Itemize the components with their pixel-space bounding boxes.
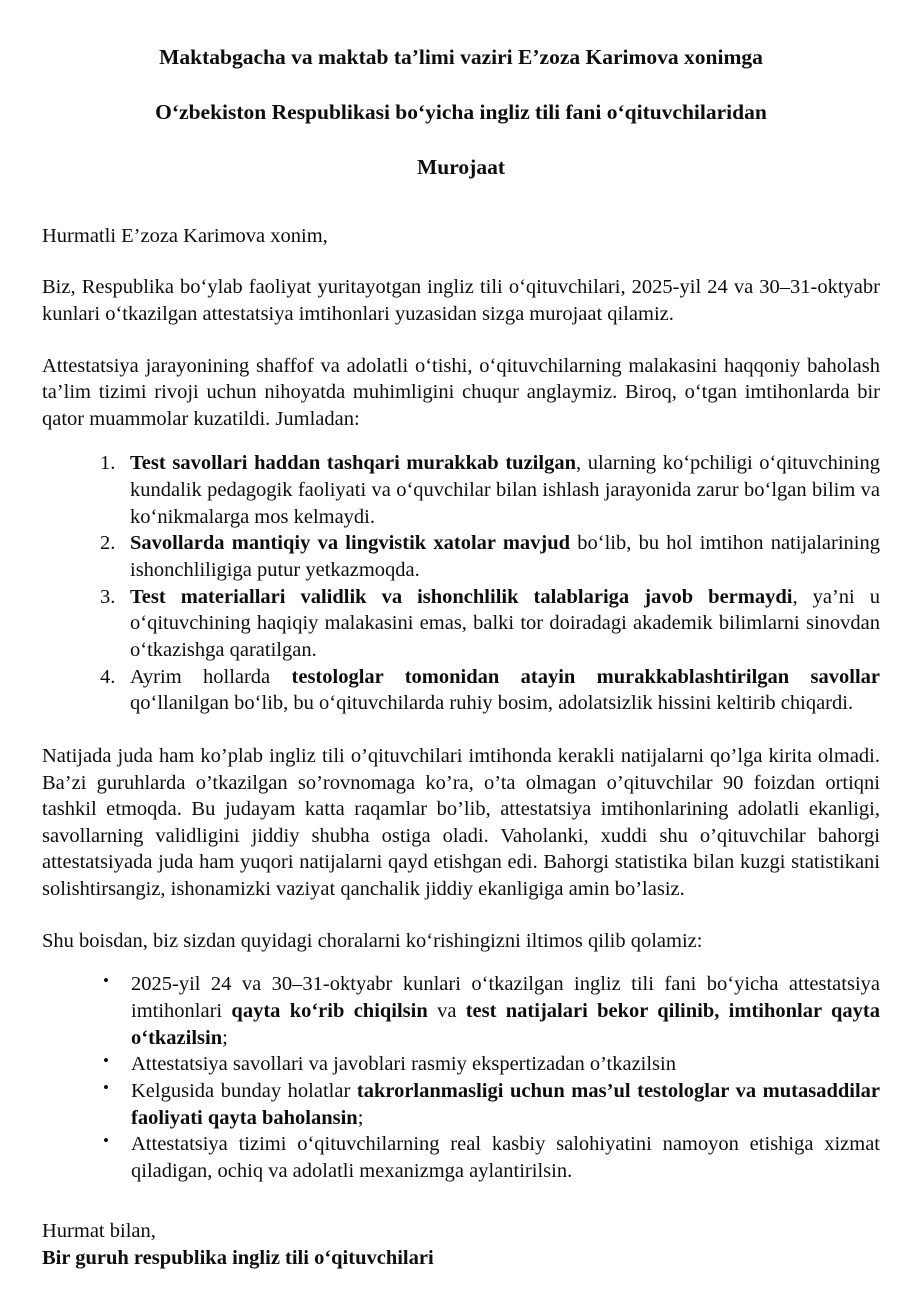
demand-text-part-3: ; [222, 1026, 228, 1049]
context-paragraph: Attestatsiya jarayonining shaffof va adolatli o‘tishi, o‘qituvchilarning malakasini haqqoniy baholash ta’lim tizimi rivoji uchun nihoyatda muhimligini chuqur anglaymiz. Biroq, o‘tgan imtihonlarda bir qator muammolar kuzatildi. Jumladan: [42, 354, 880, 430]
demand-text-part-1: Attestatsiya tizimi o‘qituvchilarning real kasbiy salohiyatini namoyon etishiga xizmat qiladigan, ochiq va adolatli mexanizmga aylantirilsin. [131, 1133, 880, 1182]
demand-item [103, 1131, 880, 1184]
demand-bold-2: test natijalari bekor qilinib, imtihonlar qayta o‘tkazilsin [131, 1000, 880, 1049]
demand-text-part-2: va [427, 1000, 466, 1022]
signatory-name: Bir guruh respublika ingliz tili o‘qituvchilari [42, 1247, 434, 1270]
page-title-line-1: Maktabgacha va maktab ta’limi vaziri E’zoza Karimova xonimga [159, 45, 763, 69]
demand-text-part-1: Attestatsiya savollari va javoblari rasmiy ekspertizadan o’tkazilsin [131, 1053, 676, 1076]
demand-text-part-1: Kelgusida bunday holatlar [131, 1079, 357, 1102]
signature-block [42, 1218, 880, 1271]
problem-item [100, 584, 880, 664]
demand-bold-1: takrorlanmasligi uchun mas’ul testologlar va mutasaddilar faoliyati qayta baholansin [131, 1079, 880, 1129]
closing-line: Hurmat bilan, [42, 1220, 156, 1243]
demand-item [103, 971, 880, 1051]
demand-text-part-1: 2025-yil 24 va 30–31-oktyabr kunlari o‘tkazilgan ingliz tili fani bo‘yicha attestatsiya imtihonlari [131, 973, 880, 1022]
problem-text: qo‘llanilgan bo‘lib, bu o‘qituvchilarda ruhiy bosim, adolatsizlik hissini keltirib chiqardi. [130, 692, 854, 715]
salutation: Hurmatli E’zoza Karimova xonim, [42, 224, 328, 247]
problem-text: , ularning ko‘pchiligi o‘qituvchining kundalik pedagogik faoliyati va o‘quvchilar bilan ishlash jarayonida zarur bo‘lgan bilim va ko‘nikmalarga mos kelmaydi. [130, 452, 880, 528]
problem-text: , ya’ni u o‘qituvchining haqiqiy malakasini emas, balki tor doiradagi akademik bilimlarni sinovdan o‘tkazishga qaratilgan. [130, 585, 880, 661]
demand-item [103, 1051, 880, 1078]
demand-bold-1: qayta ko‘rib chiqilsin [231, 1000, 428, 1022]
demand-text-part-3: ; [357, 1106, 364, 1129]
problem-plain-lead: Ayrim hollarda [130, 665, 292, 688]
problem-item [100, 530, 880, 583]
problem-bold-lead: Savollarda mantiqiy va lingvistik xatolar mavjud [130, 532, 571, 555]
problem-item [100, 664, 880, 717]
demand-item [103, 1078, 880, 1131]
demands-list [42, 971, 880, 1184]
problem-bold-mid: testologlar tomonidan atayin murakkablashtirilgan savollar [291, 665, 880, 688]
intro-paragraph: Biz, Respublika bo‘ylab faoliyat yuritayotgan ingliz tili o‘qituvchilari, 2025-yil 24 va 30–31-oktyabr kunlari o‘tkazilgan attestatsiya imtihonlari yuzasidan sizga murojaat qilamiz. [42, 276, 880, 325]
request-intro: Shu boisdan, biz sizdan quyidagi choralarni ko‘rishingizni iltimos qilib qolamiz: [42, 929, 703, 952]
problem-item [100, 450, 880, 530]
result-paragraph: Natijada juda ham ko’plab ingliz tili o’qituvchilari imtihonda kerakli natijalarni qo’lga kirita olmadi. Ba’zi guruhlarda o’tkazilgan so’rovnomaga ko’ra, o’ta olmagan o’qituvchilar 90 foizdan ortiqni tashkil etmoqda. Bu judayam katta raqamlar bo’lib, attestatsiya imtihonlarining adolatli ekanligi, savollarning validligini jiddiy shubha ostiga oladi. Vaholanki, xuddi shu o’qituvchilar bahorgi attestatsiyada juda ham yuqori natijalarni qayd etishgan edi. Bahorgi statistika bilan kuzgi statistikani solishtirsangiz, ishonamizki vaziyat qanchalik jiddiy ekanligiga amin bo’lasiz. [42, 744, 880, 901]
problem-bold-lead: Test materiallari validlik va ishonchlilik talablariga javob bermaydi [130, 585, 793, 608]
problems-list [42, 450, 880, 716]
problem-bold-lead: Test savollari haddan tashqari murakkab tuzilgan [130, 452, 576, 475]
problem-text: bo‘lib, bu hol imtihon natijalarining ishonchliligiga putur yetkazmoqda. [130, 532, 881, 582]
page-title-line-3: Murojaat [417, 154, 505, 179]
page-title-line-2: O‘zbekiston Respublikasi bo‘yicha ingliz tili fani o‘qituvchilaridan [155, 99, 767, 124]
